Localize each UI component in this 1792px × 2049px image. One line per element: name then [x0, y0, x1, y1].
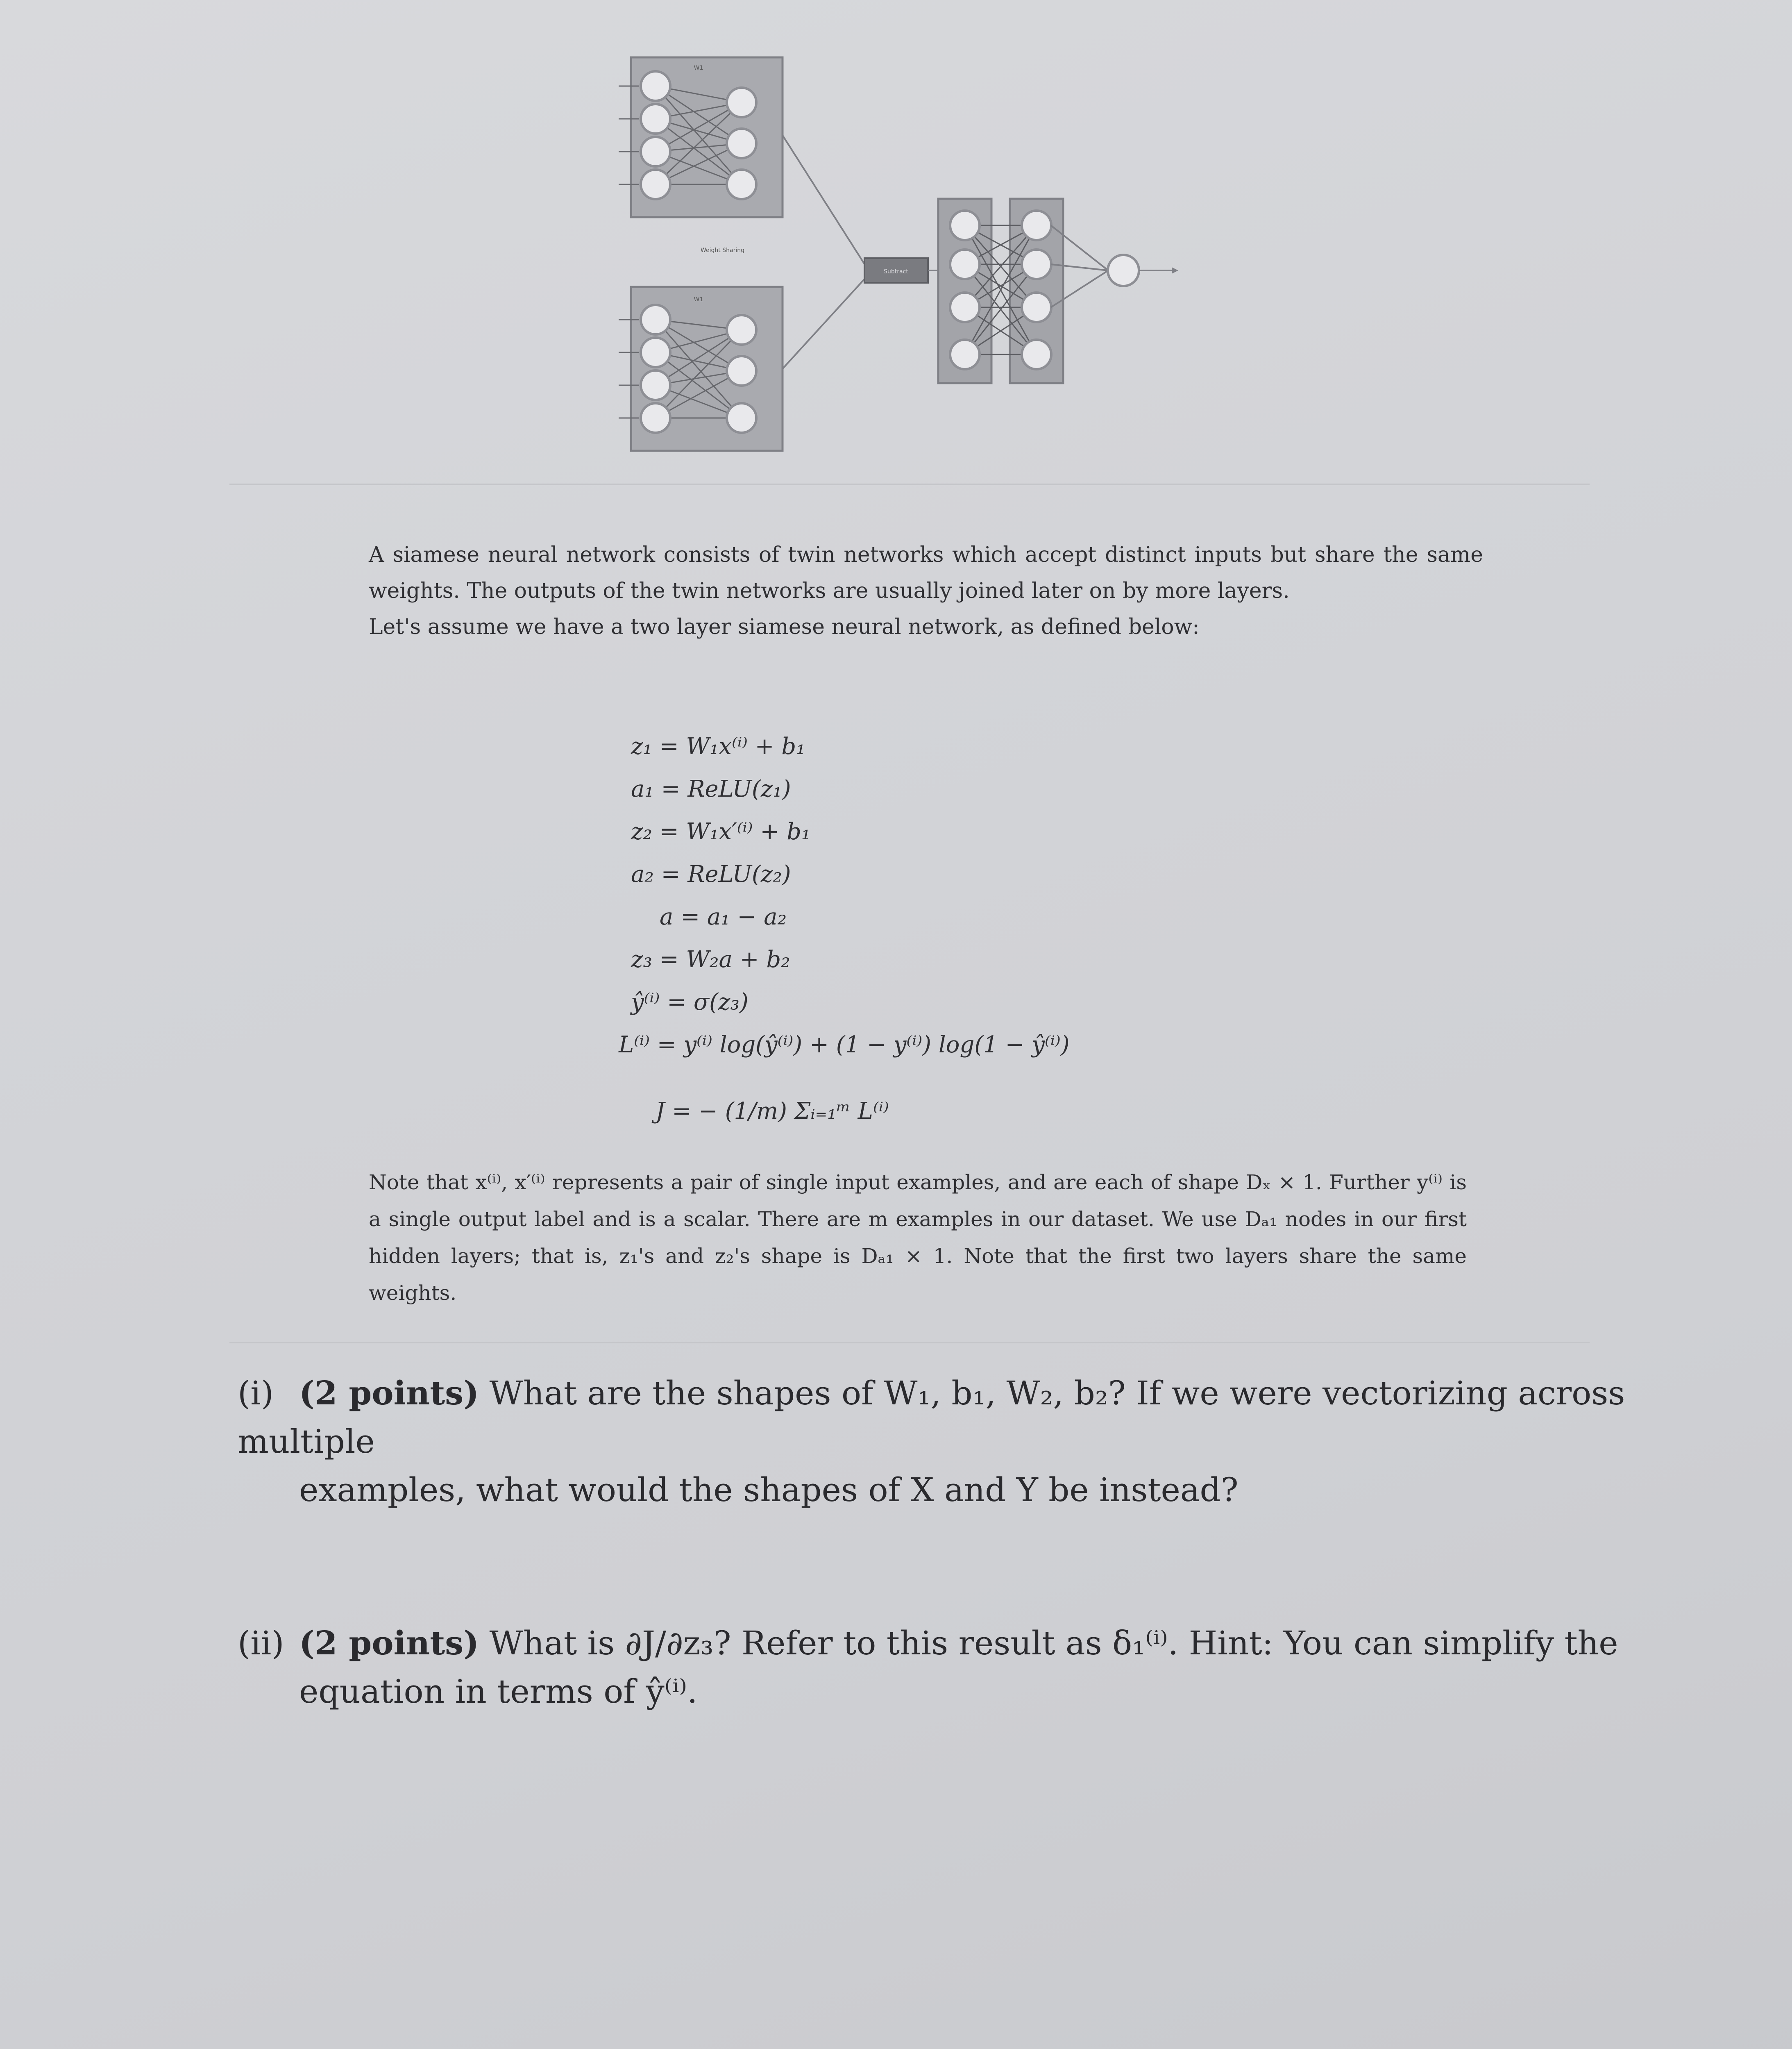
question-ii-points: (2 points): [299, 1624, 479, 1662]
question-i-points: (2 points): [299, 1374, 479, 1412]
equation-yhat: ŷ⁽ⁱ⁾ = σ(z₃): [631, 989, 749, 1015]
equation-a: a = a₁ − a₂: [660, 904, 787, 930]
equation-z3: z₃ = W₂a + b₂: [631, 946, 790, 973]
w1-label-bottom: W1: [694, 296, 703, 303]
note-text: [369, 1164, 1467, 1311]
question-ii-line-1: What is ∂J/∂z₃? Refer to this result as δ₁⁽ⁱ⁾. Hint: You can simplify the: [489, 1624, 1618, 1662]
output-node: [1108, 255, 1139, 286]
weight-sharing-label: Weight Sharing: [701, 247, 744, 254]
w1-label-top: W1: [694, 65, 703, 71]
question-ii-line-2: equation in terms of ŷ⁽ⁱ⁾.: [299, 1672, 698, 1711]
equation-z2: z₂ = W₁x′⁽ⁱ⁾ + b₁: [631, 818, 811, 845]
intro-paragraph-2: Let's assume we have a two layer siamese neural network, as defined below:: [369, 615, 1200, 639]
twin-network-bottom: [619, 287, 783, 451]
joined-layers: [938, 199, 1178, 383]
subtract-block: [864, 258, 928, 283]
question-ii-number: (ii): [238, 1624, 284, 1662]
intro-paragraph-1: A siamese neural network consists of twin networks which accept distinct inputs but share the same weights. The outputs of the twin networks are usually joined later on by more layers.: [369, 543, 1483, 603]
equation-a1: a₁ = ReLU(z₁): [631, 776, 791, 802]
subtract-label: Subtract: [884, 268, 908, 275]
question-ii: [238, 1619, 1655, 1716]
question-i: [238, 1369, 1655, 1514]
question-i-line-2: examples, what would the shapes of X and Y be instead?: [299, 1471, 1239, 1509]
equation-a2: a₂ = ReLU(z₂): [631, 861, 791, 888]
equation-block: [619, 725, 1245, 1156]
equation-cost: J = − (1/m) Σᵢ₌₁ᵐ L⁽ⁱ⁾: [656, 1098, 889, 1124]
note-paragraph: Note that x⁽ⁱ⁾, x′⁽ⁱ⁾ represents a pair of single input examples, and are each of shape Dₓ × 1. Further y⁽ⁱ⁾ is a single output label and is a scalar. There are m examples in our dataset. We use Dₐ₁ nodes in our first hidden layers; that is, z₁'s and z₂'s shape is Dₐ₁ × 1. Note that the first two layers share the same weights.: [369, 1170, 1467, 1305]
intro-text: [369, 537, 1483, 645]
question-i-number: (i): [238, 1374, 274, 1412]
question-i-line-1: What are the shapes of W₁, b₁, W₂, b₂? If we were vectorizing across multiple: [238, 1374, 1625, 1461]
equation-loss: L⁽ⁱ⁾ = y⁽ⁱ⁾ log(ŷ⁽ⁱ⁾) + (1 − y⁽ⁱ⁾) log(1 − ŷ⁽ⁱ⁾): [619, 1031, 1070, 1058]
equation-z1: z₁ = W₁x⁽ⁱ⁾ + b₁: [631, 733, 805, 760]
twin-network-top: [619, 57, 783, 217]
siamese-network-diagram: [606, 41, 1229, 467]
